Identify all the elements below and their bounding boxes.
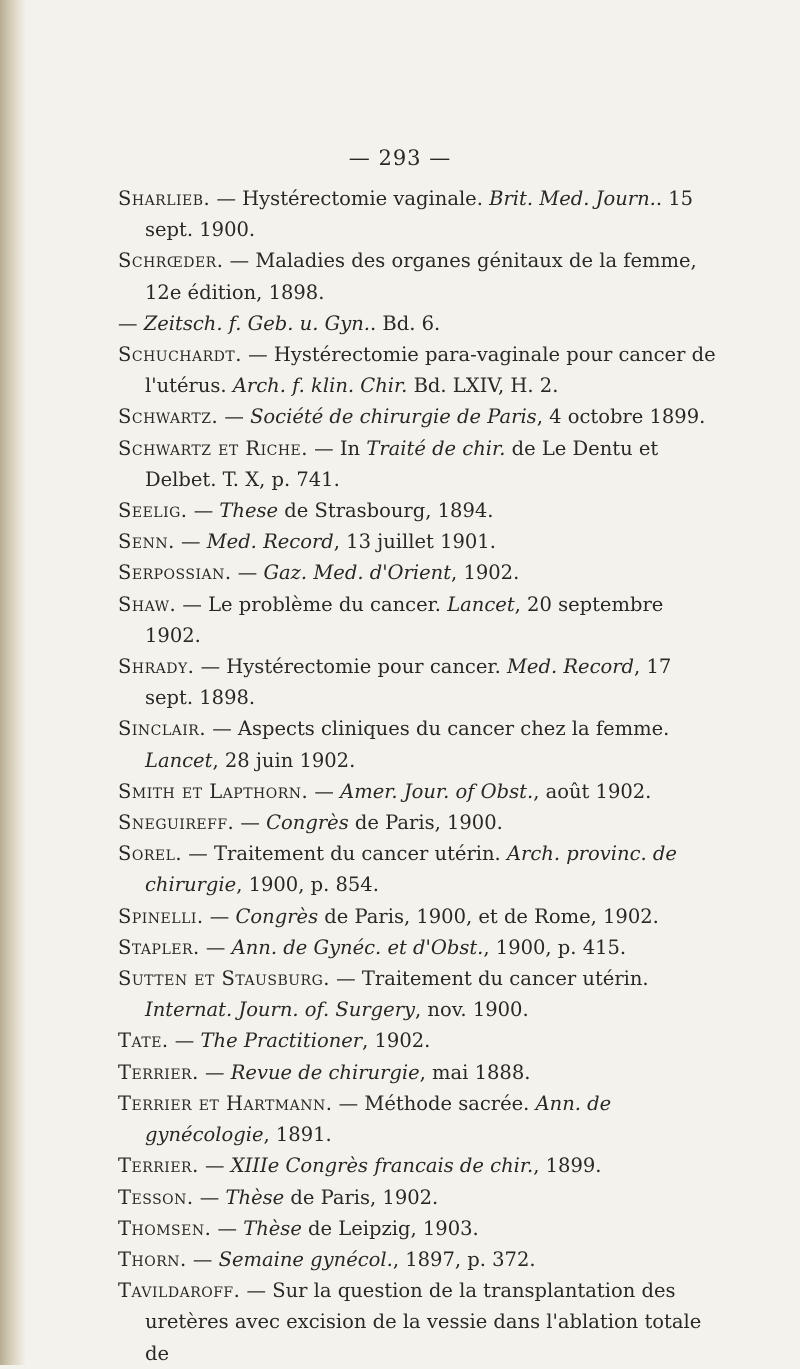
entry-source-title: Ann. de Gynéc. et d'Obst.: [231, 935, 484, 959]
bibliography-list: [118, 183, 718, 1369]
entry-text: —: [198, 1060, 231, 1084]
entry-text: — Maladies des organes génitaux de la femme, 12e édition, 1898.: [145, 249, 697, 304]
entry-text: — Traitement du cancer utérin.: [329, 967, 649, 991]
entry-source-title: Thèse: [243, 1216, 302, 1240]
page-number: — 293 —: [348, 146, 452, 170]
entry-text: , 17 sept. 1898.: [145, 655, 672, 710]
entry-source-title: Brit. Med. Journ.: [489, 187, 656, 210]
entry-text: — In: [307, 436, 367, 460]
entry-author: Sutten et Stausburg.: [118, 967, 330, 991]
entry-author: Shaw.: [118, 592, 177, 616]
entry-author: Sinclair.: [118, 717, 207, 741]
entry-text: , 4 octobre 1899.: [536, 405, 706, 429]
entry-text: —: [203, 904, 236, 928]
bibliography-entry: [118, 1244, 718, 1275]
bibliography-entry: [118, 1088, 718, 1150]
entry-author: Schwartz.: [118, 405, 219, 429]
entry-source-title: Arch. f. klin. Chir.: [232, 374, 408, 398]
entry-text: de Paris, 1902.: [284, 1185, 439, 1209]
entry-text: —: [174, 530, 207, 554]
entry-text: , nov. 1900.: [415, 998, 529, 1022]
entry-text: , 1891.: [263, 1123, 332, 1147]
bibliography-entry: [118, 1182, 718, 1213]
entry-text: —: [198, 1154, 231, 1178]
entry-text: — Méthode sacrée.: [332, 1091, 536, 1115]
entry-source-title: Semaine gynécol.: [218, 1247, 393, 1271]
entry-author: Tate.: [118, 1029, 169, 1053]
bibliography-entry: [118, 1213, 718, 1244]
bibliography-entry: [118, 308, 718, 339]
entry-text: — Le problème du cancer.: [176, 592, 448, 616]
entry-author: Smith et Lapthorn.: [118, 779, 309, 803]
entry-source-title: Arch. provinc. de chirurgie: [145, 842, 677, 897]
entry-author: Sorel.: [118, 842, 183, 866]
entry-author: Sneguireff.: [118, 811, 235, 835]
entry-text: Bd. LXIV, H. 2.: [407, 374, 559, 398]
entry-author: Shrady.: [118, 655, 195, 679]
entry-author: Tesson.: [118, 1185, 194, 1209]
entry-author: Spinelli.: [118, 904, 204, 928]
entry-author: Terrier et Hartmann.: [118, 1091, 333, 1115]
entry-text: , 1900, p. 415.: [483, 935, 627, 959]
entry-author: Senn.: [118, 530, 175, 554]
entry-text: —: [187, 499, 220, 523]
entry-source-title: Congrès: [266, 811, 349, 835]
entry-source-title: Lancet: [447, 592, 515, 616]
entry-source-title: Med. Record: [506, 655, 635, 679]
bibliography-entry: [118, 1057, 718, 1088]
entry-source-title: The Practitioner: [200, 1029, 363, 1053]
entry-author: Terrier.: [118, 1060, 199, 1084]
entry-text: —: [218, 405, 251, 429]
entry-text: , août 1902.: [533, 779, 652, 803]
bibliography-entry: [118, 557, 718, 588]
entry-text: , 1897, p. 372.: [392, 1247, 536, 1271]
entry-text: , 28 juin 1902.: [212, 748, 356, 772]
entry-text: de Strasbourg, 1894.: [278, 499, 494, 523]
entry-text: — Traitement du cancer utérin.: [182, 842, 507, 866]
entry-source-title: Traité de chir.: [366, 436, 506, 460]
entry-text: de Paris, 1900.: [348, 811, 503, 835]
entry-source-title: Ann. de gynécologie: [145, 1091, 612, 1147]
bibliography-entry: [118, 589, 718, 651]
bibliography-entry: [118, 963, 718, 1025]
entry-author: Schrœder.: [118, 249, 224, 273]
entry-text: , mai 1888.: [419, 1060, 531, 1084]
entry-source-title: Med. Record: [206, 530, 334, 554]
entry-text: . 15 sept. 1900.: [145, 187, 694, 242]
entry-author: Schwartz et Riche.: [118, 436, 308, 460]
entry-source-title: These: [219, 499, 279, 523]
entry-text: , 1899.: [533, 1154, 602, 1178]
entry-text: —: [211, 1216, 244, 1240]
entry-author: Thorn.: [118, 1247, 187, 1271]
entry-text: —: [168, 1029, 201, 1053]
entry-text: , 1902.: [451, 561, 520, 585]
entry-source-title: Zeitsch. f. Geb. u. Gyn.: [143, 311, 370, 335]
entry-source-title: Amer. Jour. of Obst.: [340, 779, 534, 803]
bibliography-entry: [118, 526, 718, 557]
entry-text: — Hystérectomie para-vaginale pour cancer de l'utérus.: [145, 343, 716, 398]
entry-text: — Sur la question de la transplantation des uretères avec excision de la vessie dans l'ablation totale de: [145, 1279, 702, 1365]
entry-text: , 20 septembre 1902.: [145, 592, 664, 647]
bibliography-entry: [118, 1275, 718, 1369]
entry-text: —: [308, 779, 341, 803]
entry-text: —: [193, 1185, 226, 1209]
entry-text: — Hystérectomie vaginale.: [210, 187, 490, 210]
entry-text: —: [186, 1247, 219, 1271]
entry-text: de Leipzig, 1903.: [301, 1216, 479, 1240]
entry-text: de Paris, 1900, et de Rome, 1902.: [318, 904, 659, 928]
entry-source-title: Gaz. Med. d'Orient: [263, 561, 452, 585]
entry-text: , 1900, p. 854.: [236, 873, 379, 897]
entry-source-title: Lancet: [145, 748, 213, 772]
entry-source-title: Internat. Journ. of. Surgery: [145, 998, 416, 1022]
bibliography-entry: [118, 1150, 718, 1181]
bibliography-entry: [118, 838, 718, 900]
bibliography-entry: [118, 651, 718, 713]
bibliography-entry: [118, 433, 718, 495]
bibliography-entry: [118, 401, 718, 432]
entry-text: —: [234, 811, 267, 835]
entry-author: Schuchardt.: [118, 343, 242, 367]
bibliography-entry: [118, 495, 718, 526]
bibliography-entry: [118, 1025, 718, 1056]
entry-text: , 1902.: [362, 1029, 431, 1053]
entry-text: —: [118, 311, 144, 335]
entry-author: Seelig.: [118, 499, 188, 523]
entry-text: —: [231, 561, 264, 585]
bibliography-entry: [118, 932, 718, 963]
bibliography-entry: [118, 807, 718, 838]
entry-text: . Bd. 6.: [369, 311, 441, 335]
bibliography-entry: [118, 713, 718, 775]
page-edge-shadow: [0, 0, 26, 1365]
entry-source-title: XIIIe Congrès francais de chir.: [230, 1154, 534, 1178]
bibliography-entry: [118, 776, 718, 807]
entry-source-title: Revue de chirurgie: [230, 1060, 420, 1084]
entry-source-title: Congrès: [235, 904, 319, 928]
bibliography-entry: [118, 901, 718, 932]
entry-text: —: [199, 935, 232, 959]
bibliography-entry: [118, 245, 718, 307]
entry-author: Serpossian.: [118, 561, 232, 585]
entry-text: — Aspects cliniques du cancer chez la femme.: [206, 717, 670, 741]
entry-source-title: Société de chirurgie de Paris: [250, 405, 537, 429]
entry-author: Sharlieb.: [118, 187, 211, 210]
entry-source-title: Thèse: [225, 1185, 285, 1209]
entry-text: de Le Dentu et Delbet. T. X, p. 741.: [145, 436, 659, 491]
entry-author: Tavildaroff.: [118, 1279, 241, 1303]
entry-text: , 13 juillet 1901.: [333, 530, 496, 554]
bibliography-entry: [118, 183, 718, 245]
entry-text: — Hystérectomie pour cancer.: [194, 655, 507, 679]
entry-author: Terrier.: [118, 1154, 199, 1178]
entry-author: Thomsen.: [118, 1216, 212, 1240]
entry-author: Stapler.: [118, 935, 200, 959]
bibliography-entry: [118, 339, 718, 401]
